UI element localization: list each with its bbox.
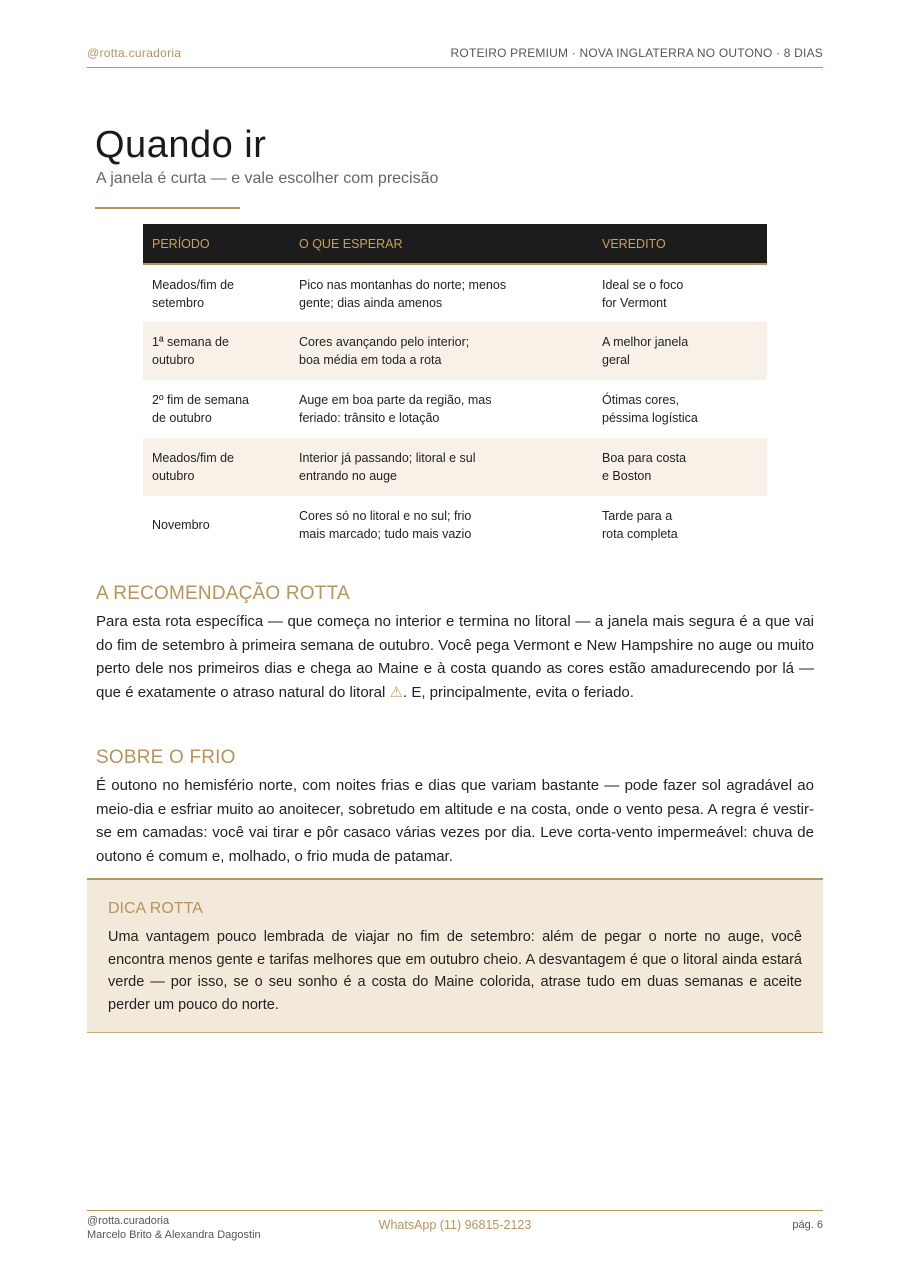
page-title: Quando ir: [95, 124, 267, 166]
header-doc-title: ROTEIRO PREMIUM · NOVA INGLATERRA NO OUTONO · 8 DIAS: [450, 46, 823, 60]
table-row: [143, 496, 767, 554]
cell-period: 2º fim de semana de outubro: [152, 393, 249, 425]
cell-period: Meados/fim de outubro: [143, 438, 290, 496]
page-footer: [87, 1210, 823, 1242]
table-row: [143, 380, 767, 438]
cold-paragraph: É outono no hemisfério norte, com noites frias e dias que variam bastante — pode fazer sol agradável ao meio-dia e esfriar muito ao anoitecer, sobretudo em altitude e na costa, onde o vento pesa. A regra é vestir-se em camadas: você vai tirar e pôr casaco várias vezes por dia. Leve corta-vento impermeável: chuva de outono é comum e, molhado, o frio muda de patamar.: [96, 777, 814, 865]
cell-expect: Cores avançando pelo interior; boa média em toda a rota: [290, 322, 593, 380]
tip-box: [87, 878, 823, 1033]
recommendation-paragraph: Para esta rota específica — que começa no interior e termina no litoral — a janela mais segura é a que vai do fim de setembro à primeira semana de outubro. Você pega Vermont e New Hampshire no auge ou muito perto dele nos primeiros dias e chega ao Maine e à costa quando as cores estão amadurecendo por lá — que é exatamente o atraso natural do litoral ⚠. E, principalmente, evita o feriado.: [96, 613, 814, 701]
cell-expect: Auge em boa parte da região, mas feriado: trânsito e lotação: [299, 393, 492, 425]
cell-expect: Cores só no litoral e no sul; frio mais marcado; tudo mais vazio: [299, 509, 472, 541]
warning-icon: ⚠: [389, 683, 403, 701]
footer-handle: @rotta.curadoria: [87, 1215, 170, 1227]
cell-expect: Interior já passando; litoral e sul entrando no auge: [290, 438, 593, 496]
table-row: [143, 438, 767, 496]
header-period: PERÍODO: [143, 224, 290, 264]
header-handle: @rotta.curadoria: [87, 46, 182, 60]
cold-heading: SOBRE O FRIO: [96, 747, 236, 768]
cell-period: Novembro: [152, 518, 210, 532]
cell-period: Meados/fim de setembro: [152, 277, 234, 310]
cell-verdict: Ótimas cores, péssima logística: [602, 393, 698, 425]
tip-heading: DICA ROTTA: [108, 900, 203, 917]
header-expect: O QUE ESPERAR: [290, 224, 593, 264]
cell-expect: Pico nas montanhas do norte; menos gente; dias ainda amenos: [299, 277, 507, 310]
cell-period: 1ª semana de outubro: [143, 322, 290, 380]
tip-paragraph: Uma vantagem pouco lembrada de viajar no fim de setembro: além de pegar o norte no auge, você encontra menos gente e tarifas melhores que em outubro cheio. A desvantagem é que o litoral ainda estará verde — por isso, se o seu sonho é a costa do Maine colorida, atrase tudo em duas semanas e aceite perder um pouco do norte.: [108, 929, 802, 1013]
recommendation-heading: A RECOMENDAÇÃO ROTTA: [96, 583, 350, 604]
header-verdict: VEREDITO: [593, 224, 767, 264]
page-subtitle: A janela é curta — e vale escolher com precisão: [96, 170, 439, 187]
cell-verdict: Tarde para a rota completa: [602, 509, 678, 541]
page-header: [87, 46, 823, 68]
table-row: [143, 264, 767, 322]
cell-verdict: A melhor janela geral: [593, 322, 767, 380]
cell-verdict: Boa para costa e Boston: [593, 438, 767, 496]
page-number: pág. 6: [792, 1219, 823, 1231]
cell-verdict: Ideal se o foco for Vermont: [602, 277, 684, 310]
table-header-row: [143, 224, 767, 264]
periods-table: [143, 224, 767, 554]
title-divider: [95, 207, 240, 209]
table-row: [143, 322, 767, 380]
footer-contact: WhatsApp (11) 96815-2123: [378, 1218, 532, 1232]
footer-authors: Marcelo Brito & Alexandra Dagostin: [87, 1229, 261, 1241]
